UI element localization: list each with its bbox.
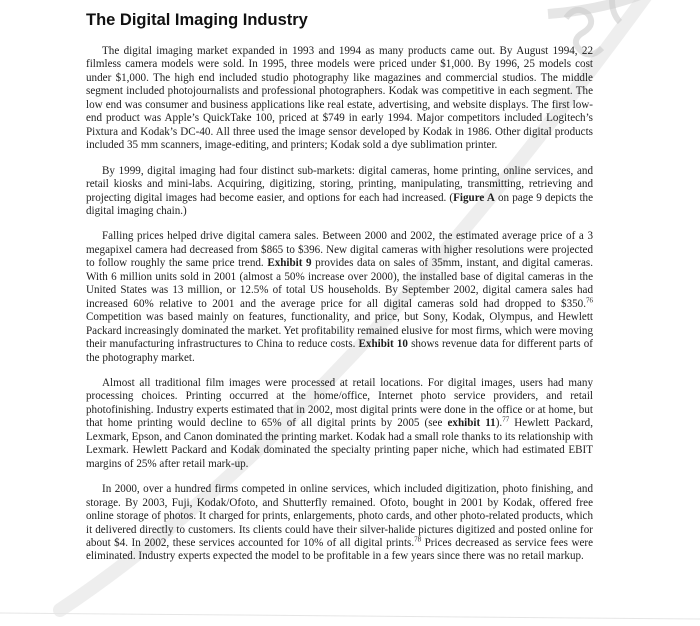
- bold-reference: exhibit 11: [447, 417, 496, 430]
- text-run: The digital imaging market expanded in 1993 and 1994 as many products came out. By August 1994, 22 filmless camera models were sold. In 1995, three models were priced under $1,000. By 1996, 25 models cost under $1,000. The high end included studio photography like magazines and commercial studios. The middle segment included photojournalists and professional photographers. Kodak was competitive in each segment. The low end was consumer and business applications like real estate, advertising, and website displays. The first low-end product was Apple’s QuickTake 100, priced at $749 in early 1994. Major competitors included Logitech’s Pixtura and Kodak’s DC-40. All three used the image sensor developed by Kodak in 1986. Other digital products included 35 mm scanners, image-editing, and printers; Kodak sold a dye sublimation printer.: [86, 45, 593, 152]
- paragraph: [86, 165, 593, 219]
- paragraph: [86, 483, 593, 564]
- text-run: Competition was based mainly on features, functionality, and price, but Sony, Kodak, Olympus, and Hewlett Packard increasingly dominated the market. Yet profitability remained elusive for most firms, which were moving their manufacturing infrastructures to China to reduce costs.: [86, 311, 593, 351]
- bold-reference: Figure A: [453, 191, 495, 204]
- paragraph: [86, 377, 593, 471]
- text-run: Hewlett Packard, Lexmark, Epson, and Canon dominated the printing market. Kodak had a small role thanks to its relationship with Lexmark. Hewlett Packard and Kodak dominated the specialty printing paper niche, which had estimated EBIT margins of 25% after retail mark-up.: [86, 417, 593, 470]
- text-run: By 1999, digital imaging had four distinct sub-markets: digital cameras, home printing, online services, and retail kiosks and mini-labs. Acquiring, digitizing, storing, printing, manipulating, transmitting, retrieving and projecting digital images had become easier, and options for each had increased. (: [86, 164, 593, 204]
- bold-reference: Exhibit 9: [267, 257, 312, 270]
- page-title: The Digital Imaging Industry: [86, 11, 308, 29]
- paragraph: [86, 45, 593, 153]
- text-run: Prices decreased as service fees were eliminated. Industry experts expected the model to be profitable in a few years since there was no retail markup.: [86, 536, 593, 563]
- body-text: [86, 45, 593, 576]
- text-run: Almost all traditional film images were processed at retail locations. For digital images, users had many processing choices. Printing occurred at the home/office, Internet photo service providers, and retail photofinishing. Industry experts estimated that in 2002, most digital prints were done in the office or at home, but that home printing would decline to 65% of all digital prints by 2005 (see: [86, 376, 593, 430]
- text-run: In 2000, over a hundred firms competed in online services, which included digitization, photo finishing, and storage. By 2003, Fuji, Kodak/Ofoto, and Shutterfly remained. Ofoto, bought in 2001 by Kodak, offered free online storage of photos. It charged for prints, enlargements, photo cards, and other photo-related products, which it delivered directly to customers. Its clients could have their silver-halide pictures digitized and posted online for about $4. In 2002, these services accounted for 10% of all digital prints.: [86, 483, 593, 549]
- footnote-ref: 77: [502, 415, 510, 424]
- footnote-ref: 78: [414, 535, 422, 544]
- text-run: provides data on sales of 35mm, instant, and digital cameras. With 6 million units sold in 2001 (almost a 50% increase over 2000), the installed base of digital cameras in the United States was 13 million, or 12.5% of total US households. By September 2002, digital camera sales had increased 60% relative to 2001 and the average price for all digital cameras sold had dropped to $350.: [86, 257, 593, 310]
- bold-reference: Exhibit 10: [358, 338, 408, 351]
- text-run: ).: [495, 417, 503, 430]
- footnote-ref: 76: [586, 296, 593, 305]
- paragraph: [86, 230, 593, 365]
- text-run: on page 9 depicts the digital imaging chain.): [86, 191, 593, 217]
- text-run: Falling prices helped drive digital camera sales. Between 2000 and 2002, the estimated average price of a 3 megapixel camera had decreased from $865 to $396. New digital cameras with higher resolutions were projected to follow roughly the same price trend.: [86, 230, 593, 270]
- text-run: shows revenue data for different parts of the photography market.: [86, 338, 593, 364]
